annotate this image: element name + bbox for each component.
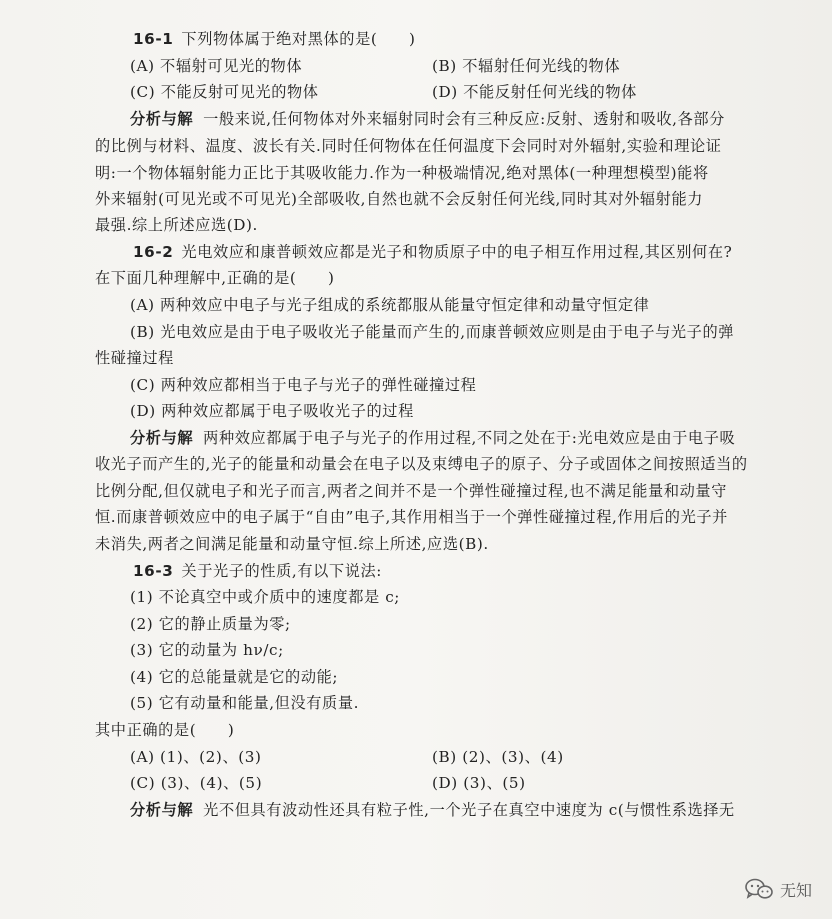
q3-option-b: (B) (2)、(3)、(4) bbox=[432, 748, 564, 766]
q1-stem-text: 下列物体属于绝对黑体的是( ) bbox=[181, 30, 416, 48]
q2-analysis-text: 恒.而康普顿效应中的电子属于“自由”电子,其作用相当于一个弹性碰撞过程,作用后的光子并 bbox=[95, 508, 728, 526]
q3-item: (4) 它的总能量就是它的动能; bbox=[130, 668, 339, 686]
q2-analysis-line bbox=[130, 426, 735, 450]
q1-analysis-text: 明:一个物体辐射能力正比于其吸收能力.作为一种极端情况,绝对黑体(一种理想模型)能将 bbox=[95, 164, 709, 182]
watermark bbox=[744, 877, 812, 901]
q2-option-a: (A) 两种效应中电子与光子组成的系统都服从能量守恒定律和动量守恒定律 bbox=[130, 296, 650, 314]
q2-stem-text: 在下面几种理解中,正确的是( ) bbox=[95, 269, 335, 287]
q2-stem-text: 光电效应和康普顿效应都是光子和物质原子中的电子相互作用过程,其区别何在? bbox=[181, 243, 733, 261]
q3-ask: 其中正确的是( ) bbox=[95, 721, 235, 739]
q3-stem-text: 关于光子的性质,有以下说法: bbox=[181, 562, 383, 580]
q3-analysis-line bbox=[130, 798, 735, 822]
q3-item: (1) 不论真空中或介质中的速度都是 c; bbox=[130, 588, 401, 606]
watermark-text: 无知 bbox=[779, 880, 812, 900]
q3-item: (5) 它有动量和能量,但没有质量. bbox=[130, 694, 360, 712]
q3-option-c: (C) (3)、(4)、(5) bbox=[130, 774, 263, 792]
q1-stem bbox=[133, 27, 415, 51]
q3-analysis-text: 光不但具有波动性还具有粒子性,一个光子在真空中速度为 c(与惯性系选择无 bbox=[203, 801, 735, 819]
q1-option-b: (B) 不辐射任何光线的物体 bbox=[432, 57, 621, 75]
q3-number: 16-3 bbox=[133, 562, 174, 580]
q1-number: 16-1 bbox=[133, 30, 174, 48]
q2-option-b-cont: 性碰撞过程 bbox=[95, 349, 174, 367]
q2-option-d: (D) 两种效应都属于电子吸收光子的过程 bbox=[130, 402, 414, 420]
q2-analysis-text: 比例分配,但仅就电子和光子而言,两者之间并不是一个弹性碰撞过程,也不满足能量和动量守 bbox=[95, 482, 727, 500]
q1-option-d: (D) 不能反射任何光线的物体 bbox=[432, 83, 637, 101]
q2-option-b: (B) 光电效应是由于电子吸收光子能量而产生的,而康普顿效应则是由于电子与光子的弹 bbox=[130, 323, 735, 341]
q2-number: 16-2 bbox=[133, 243, 174, 261]
q2-stem bbox=[133, 240, 732, 264]
q1-analysis-text: 最强.综上所述应选(D). bbox=[95, 216, 258, 234]
q3-analysis-head: 分析与解 bbox=[130, 801, 194, 819]
q1-analysis-head: 分析与解 bbox=[130, 110, 194, 128]
q3-option-a: (A) (1)、(2)、(3) bbox=[130, 748, 262, 766]
q1-option-a: (A) 不辐射可见光的物体 bbox=[130, 57, 303, 75]
q2-analysis-head: 分析与解 bbox=[130, 429, 194, 447]
q3-option-d: (D) (3)、(5) bbox=[432, 774, 526, 792]
q2-option-c: (C) 两种效应都相当于电子与光子的弹性碰撞过程 bbox=[130, 376, 477, 394]
q3-stem bbox=[133, 559, 382, 583]
q1-analysis-line bbox=[130, 107, 725, 131]
q1-option-c: (C) 不能反射可见光的物体 bbox=[130, 83, 319, 101]
wechat-icon bbox=[744, 877, 774, 901]
q2-analysis-text: 两种效应都属于电子与光子的作用过程,不同之处在于:光电效应是由于电子吸 bbox=[203, 429, 736, 447]
q3-item: (2) 它的静止质量为零; bbox=[130, 615, 291, 633]
q1-analysis-text: 一般来说,任何物体对外来辐射同时会有三种反应:反射、透射和吸收,各部分 bbox=[203, 110, 725, 128]
q1-analysis-text: 外来辐射(可见光或不可见光)全部吸收,自然也就不会反射任何光线,同时其对外辐射能力 bbox=[95, 190, 704, 208]
q3-item: (3) 它的动量为 hν/c; bbox=[130, 641, 284, 659]
q1-analysis-text: 的比例与材料、温度、波长有关.同时任何物体在任何温度下会同时对外辐射,实验和理论证 bbox=[95, 137, 722, 155]
q2-analysis-text: 未消失,两者之间满足能量和动量守恒.综上所述,应选(B). bbox=[95, 535, 489, 553]
q2-analysis-text: 收光子而产生的,光子的能量和动量会在电子以及束缚电子的原子、分子或固体之间按照适当的 bbox=[95, 455, 748, 473]
